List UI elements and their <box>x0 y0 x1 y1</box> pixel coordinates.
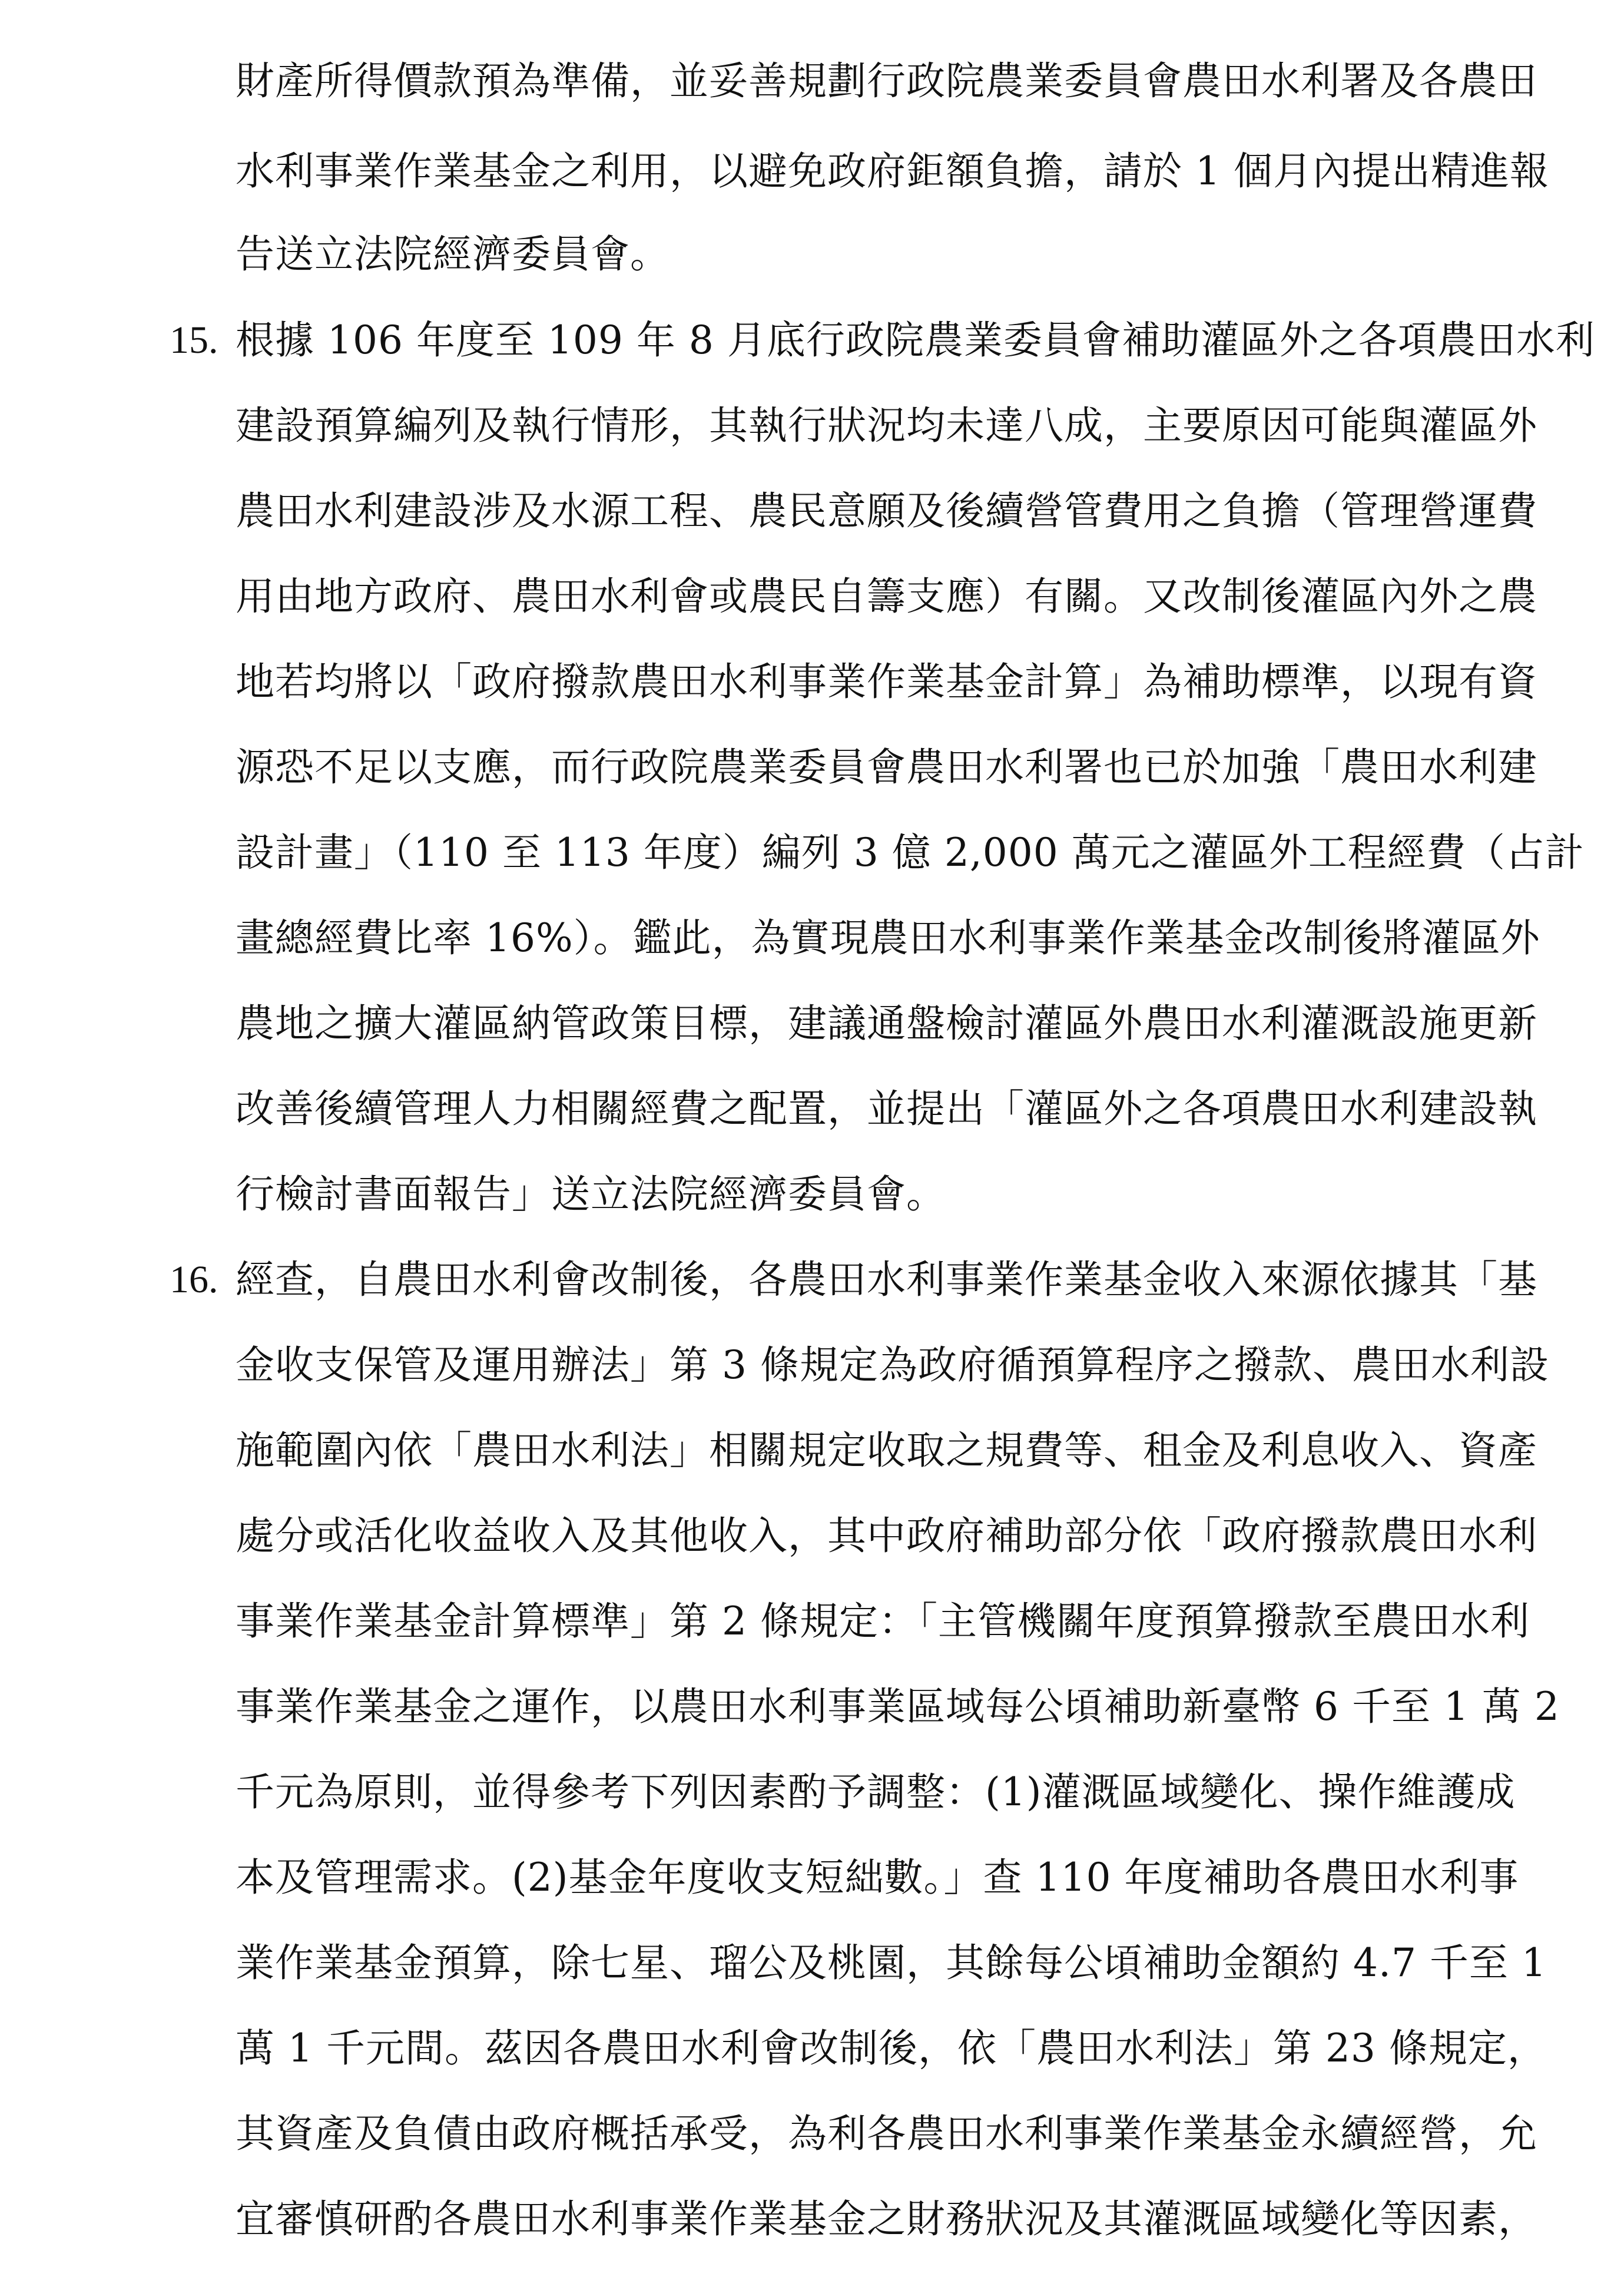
item-line: 金收支保管及運用辦法」第 3 條規定為政府循預算程序之撥款、農田水利設 <box>236 1342 1549 1388</box>
item-line: 萬 1 千元間。茲因各農田水利會改制後，依「農田水利法」第 23 條規定， <box>236 2026 1547 2071</box>
item-line: 農田水利建設涉及水源工程、農民意願及後續營管費用之負擔（管理營運費 <box>236 488 1537 534</box>
item-line: 業作業基金預算，除七星、瑠公及桃園，其餘每公頃補助金額約 4.7 千至 1 <box>236 1940 1547 1986</box>
item-line: 事業作業基金之運作，以農田水利事業區域每公頃補助新臺幣 6 千至 1 萬 2 <box>236 1684 1560 1729</box>
item-line: 建設預算編列及執行情形，其執行狀況均未達八成，主要原因可能與灌區外 <box>236 403 1537 448</box>
item-number: 16. <box>170 1258 218 1301</box>
item-line: 處分或活化收益收入及其他收入，其中政府補助部分依「政府撥款農田水利 <box>236 1513 1537 1558</box>
item-line: 源恐不足以支應，而行政院農業委員會農田水利署也已於加強「農田水利建 <box>236 744 1537 790</box>
item-line: 行檢討書面報告」送立法院經濟委員會。 <box>236 1172 946 1217</box>
intro-line: 告送立法院經濟委員會。 <box>236 231 670 277</box>
item-line: 農地之擴大灌區納管政策目標，建議通盤檢討灌區外農田水利灌溉設施更新 <box>236 1001 1537 1046</box>
item-line: 施範圍內依「農田水利法」相關規定收取之規費等、租金及利息收入、資產 <box>236 1428 1537 1473</box>
item-line: 用由地方政府、農田水利會或農民自籌支應）有關。又改制後灌區內外之農 <box>236 574 1537 619</box>
intro-line: 財產所得價款預為準備，並妥善規劃行政院農業委員會農田水利署及各農田 <box>236 58 1537 104</box>
item-line: 畫總經費比率 16%）。鑑此，為實現農田水利事業作業基金改制後將灌區外 <box>236 915 1540 961</box>
item-line: 根據 106 年度至 109 年 8 月底行政院農業委員會補助灌區外之各項農田水利 <box>236 317 1595 363</box>
intro-line: 水利事業作業基金之利用，以避免政府鉅額負擔，請於 1 個月內提出精進報 <box>236 148 1549 194</box>
item-line: 經查，自農田水利會改制後，各農田水利事業作業基金收入來源依據其「基 <box>236 1257 1537 1302</box>
item-line: 改善後續管理人力相關經費之配置，並提出「灌區外之各項農田水利建設執 <box>236 1086 1537 1131</box>
item-line: 設計畫」（110 至 113 年度）編列 3 億 2,000 萬元之灌區外工程經費（占計 <box>236 830 1585 875</box>
item-line: 地若均將以「政府撥款農田水利事業作業基金計算」為補助標準，以現有資 <box>236 659 1537 704</box>
item-line: 事業作業基金計算標準」第 2 條規定：「主管機關年度預算撥款至農田水利 <box>236 1599 1530 1644</box>
item-line: 千元為原則，並得參考下列因素酌予調整：(1)灌溉區域變化、操作維護成 <box>236 1769 1516 1815</box>
item-number: 15. <box>170 319 218 362</box>
item-line: 本及管理需求。(2)基金年度收支短絀數。」查 110 年度補助各農田水利事 <box>236 1855 1519 1900</box>
item-line: 其資產及負債由政府概括承受，為利各農田水利事業作業基金永續經營，允 <box>236 2111 1537 2156</box>
item-line: 宜審慎研酌各農田水利事業作業基金之財務狀況及其灌溉區域變化等因素， <box>236 2196 1537 2242</box>
